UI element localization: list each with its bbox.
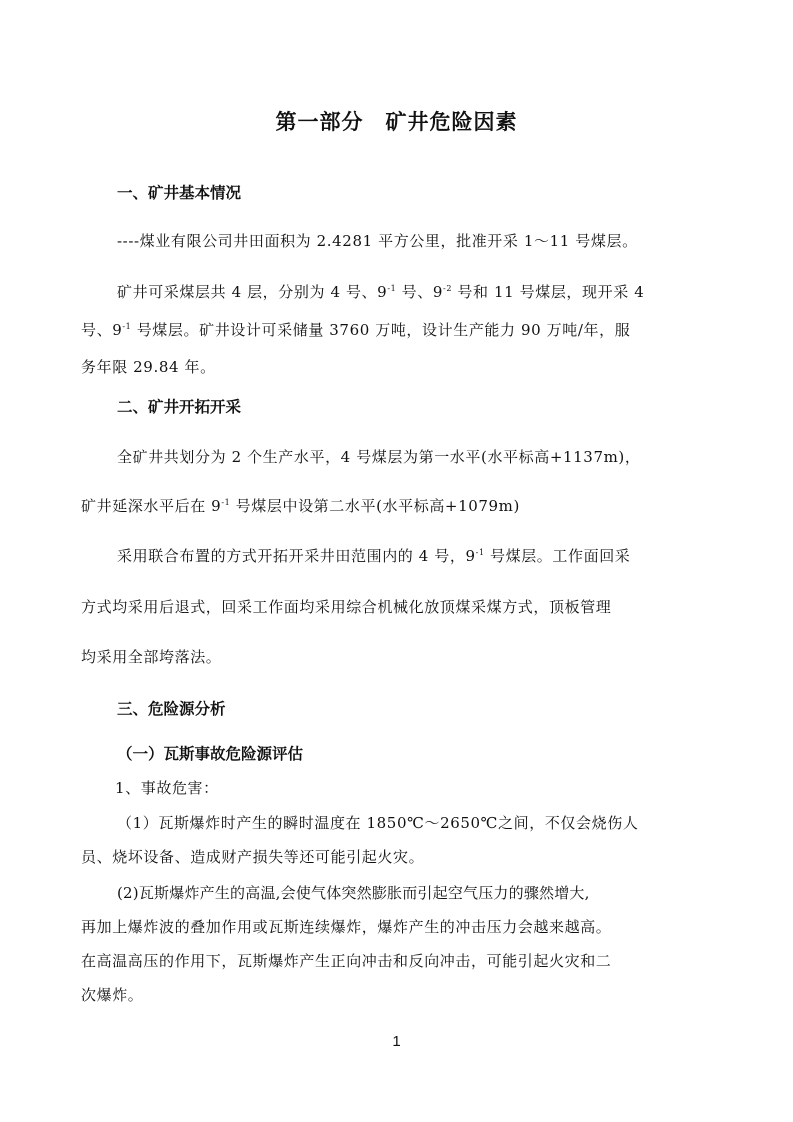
paragraph-text: （1）瓦斯爆炸时产生的瞬时温度在 1850℃～2650℃之间，不仅会烧伤人 <box>117 814 639 832</box>
subsection-heading-gas: （一）瓦斯事故危险源评估 <box>117 745 304 763</box>
paragraph-text: 再加上爆炸波的叠加作用或瓦斯连续爆炸，爆炸产生的冲击压力会越来越高。 <box>81 918 612 936</box>
paragraph-text: 方式均采用后退式，回采工作面均采用综合机械化放顶煤采煤方式，顶板管理 <box>81 598 612 616</box>
paragraph-text: 全矿井共划分为 2 个生产水平，4 号煤层为第一水平(水平标高+1137m)， <box>117 448 641 466</box>
paragraph-text: 均采用全部垮落法。 <box>81 648 222 666</box>
paragraph-text: 次爆炸。 <box>81 986 144 1004</box>
paragraph-text: ----煤业有限公司井田面积为 2.4281 平方公里，批准开采 1～11 号煤层。 <box>117 232 638 250</box>
paragraph-text: 务年限 29.84 年。 <box>81 358 216 376</box>
paragraph-text: 采用联合布置的方式开拓开采井田范围内的 4 号，$9^{-1}$ 号煤层。工作面回采 <box>117 547 631 565</box>
paragraph-text: 在高温高压的作用下，瓦斯爆炸产生正向冲击和反向冲击，可能引起火灾和二 <box>81 952 612 970</box>
paragraph-text: 矿井延深水平后在 $9^{-1}$ 号煤层中设第二水平(水平标高+1079m) <box>81 497 520 515</box>
section-heading-hazard-analysis: 三、危险源分析 <box>117 700 226 718</box>
paragraph-text: (2)瓦斯爆炸产生的高温,会使气体突然膨胀而引起空气压力的骤然增大, <box>117 884 590 902</box>
section-heading-development: 二、矿井开拓开采 <box>117 398 242 416</box>
section-heading-basic-info: 一、矿井基本情况 <box>117 184 242 202</box>
paragraph-text: 号、$9^{-1}$ 号煤层。矿井设计可采储量 3760 万吨，设计生产能力 90 万吨/年，服 <box>81 321 631 339</box>
list-item-label: 1、事故危害： <box>115 779 219 797</box>
page-number: 1 <box>392 1033 401 1050</box>
paragraph-text: 员、烧坏设备、造成财产损失等还可能引起火灾。 <box>81 848 425 866</box>
page-title: 第一部分 矿井危险因素 <box>275 110 518 134</box>
paragraph-text: 矿井可采煤层共 4 层，分别为 4 号、$9^{-1}$ 号、$9^{-2}$ 号和 11 号煤层，现开采 4 <box>117 283 645 301</box>
